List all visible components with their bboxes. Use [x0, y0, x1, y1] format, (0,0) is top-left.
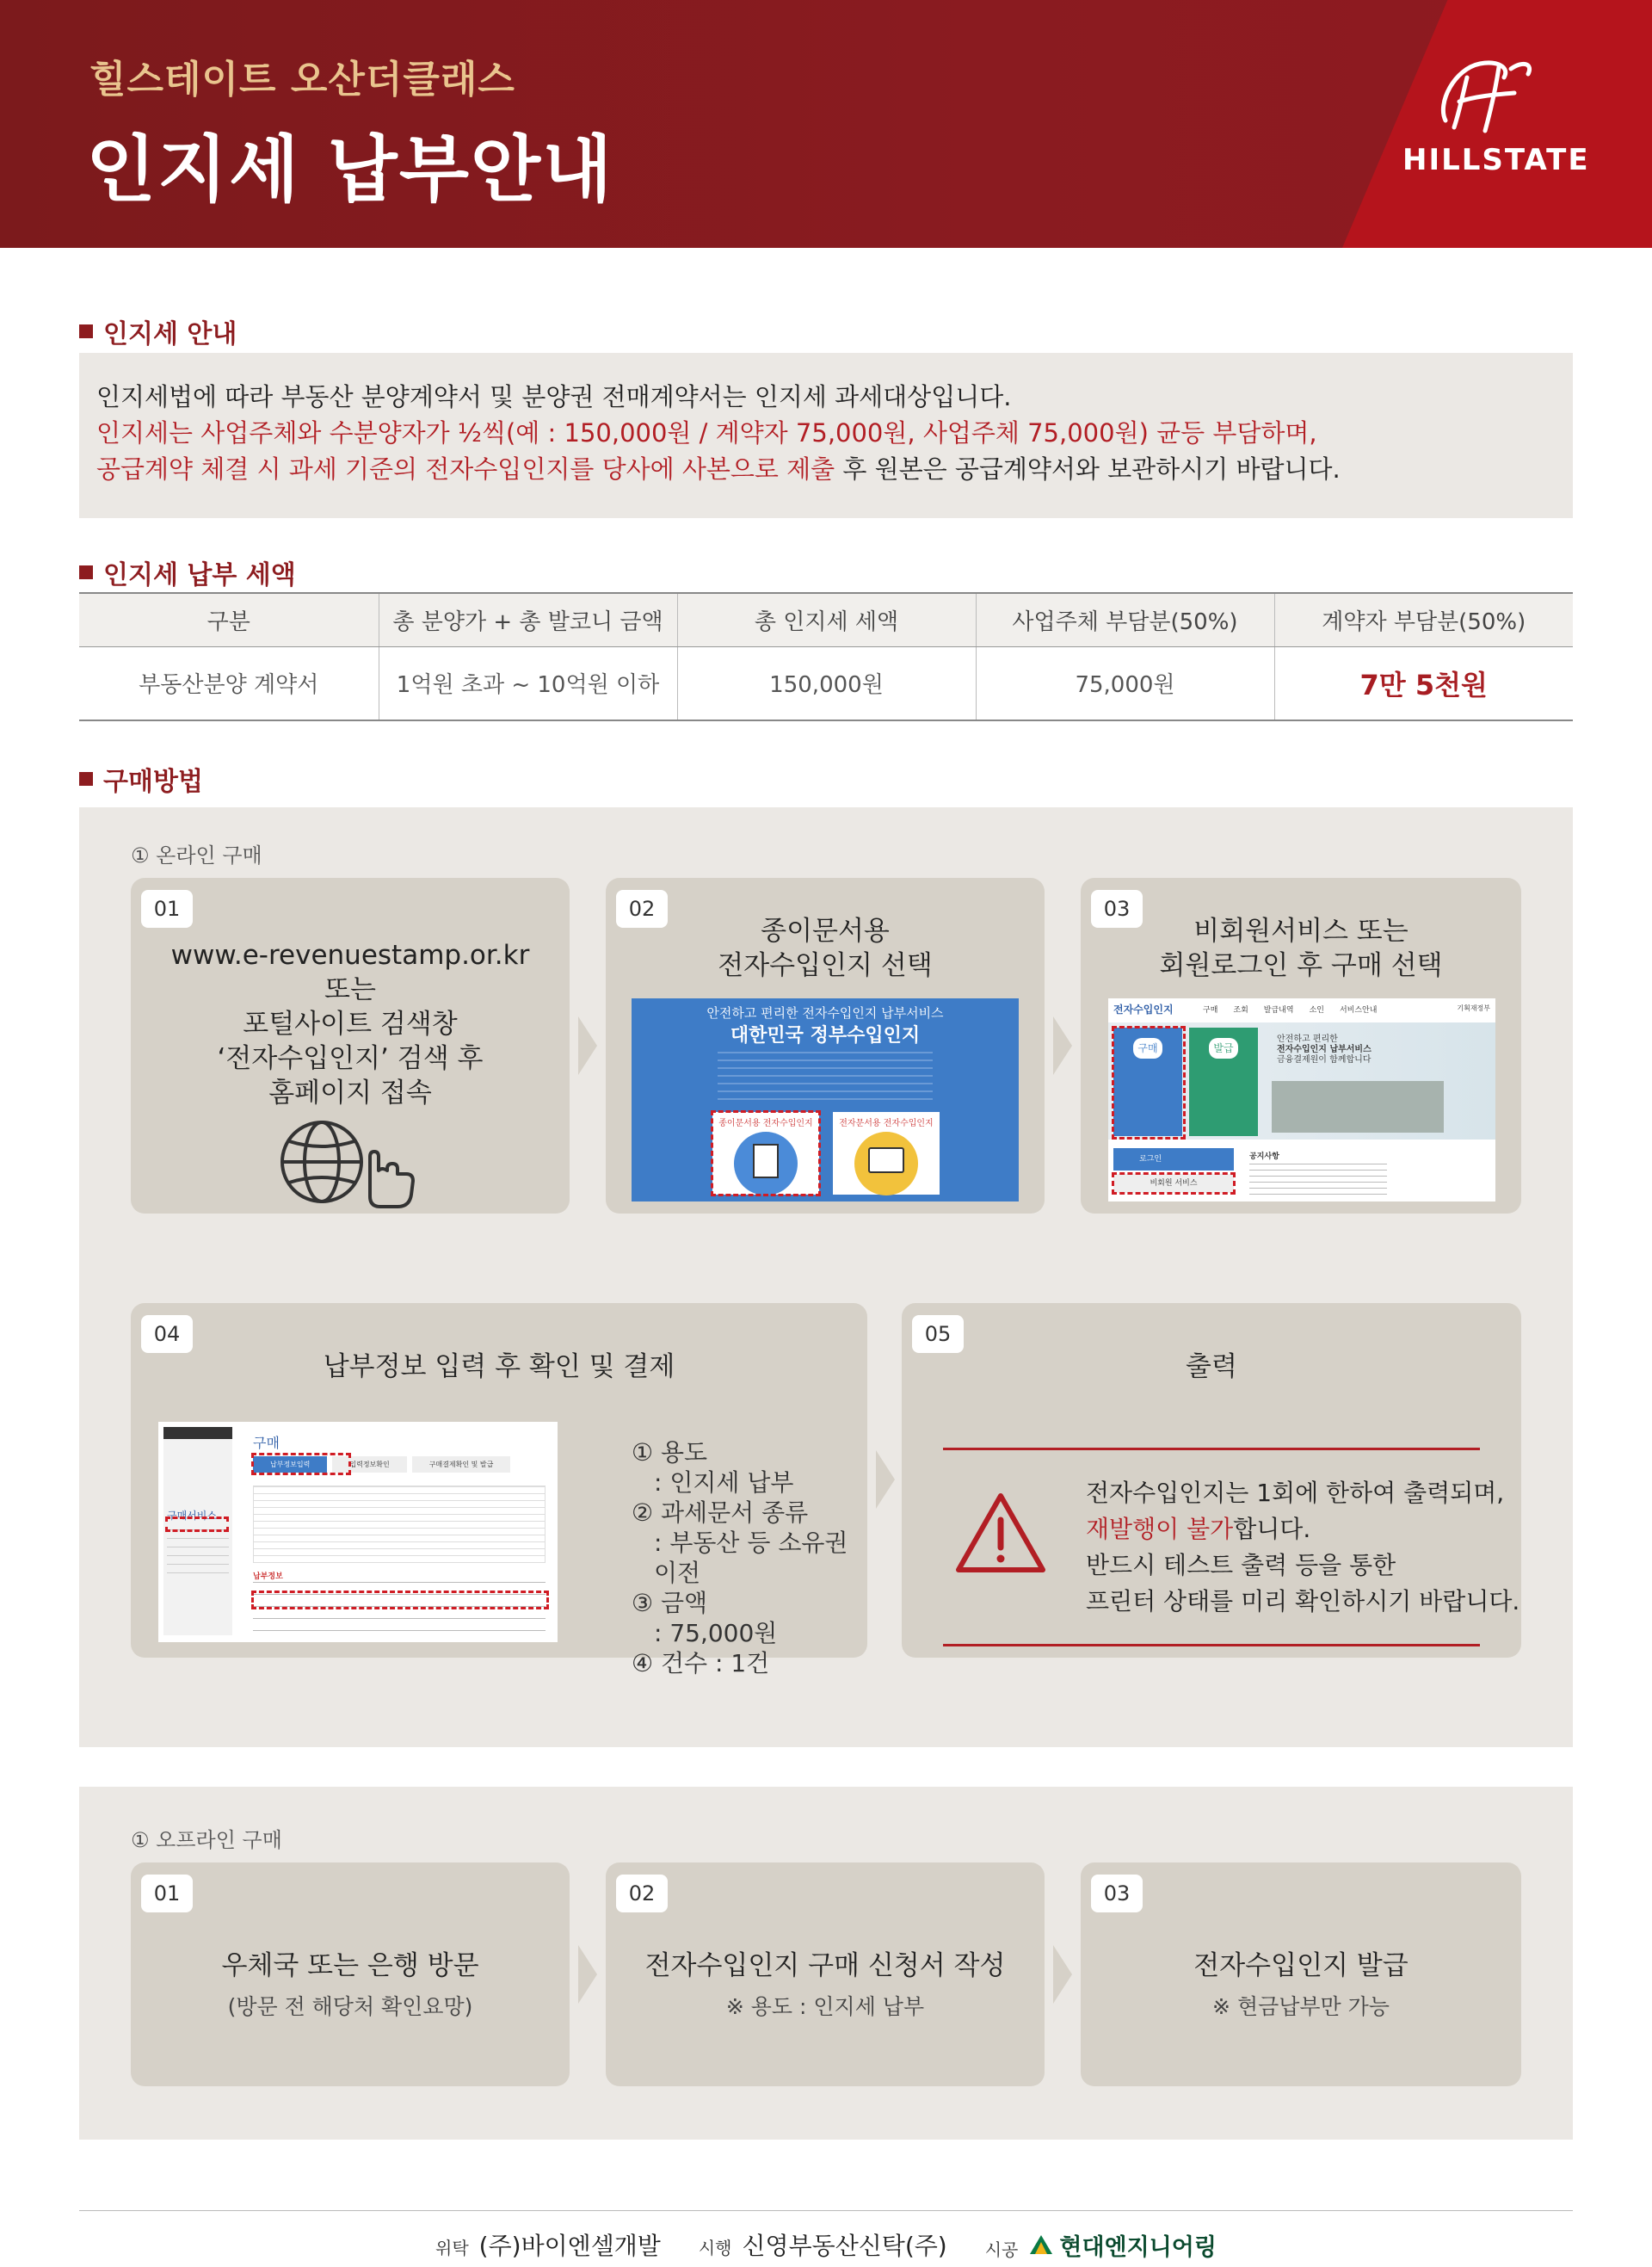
page-title: 인지세 납부안내 — [86, 127, 614, 212]
info-count: ④ 건수 : 1건 — [632, 1649, 770, 1677]
step-1-search: ‘전자수입인지’ 검색 후 — [217, 1043, 484, 1074]
shot-tagline-3: 금융결제원이 함께합니다 — [1277, 1055, 1372, 1065]
payment-form-screenshot — [158, 1422, 558, 1642]
step-3-line2: 회원로그인 후 구매 선택 — [1159, 950, 1443, 981]
step-1-or: 또는 — [324, 974, 376, 1005]
info-doc-type: ② 과세문서 종류 — [632, 1498, 809, 1527]
step-number: 02 — [616, 890, 668, 928]
highlight-box — [251, 1453, 351, 1475]
shot-step-2: 입력정보확인 — [332, 1456, 406, 1473]
table-cell-highlight: 7만 5천원 — [1274, 646, 1573, 720]
footer-label: 위탁 — [435, 2238, 469, 2258]
info-line-1: 인지세법에 따라 부동산 분양계약서 및 분양권 전매계약서는 인지세 과세대상입니다. — [96, 382, 1012, 411]
section-title-text: 인지세 안내 — [103, 319, 237, 349]
shot-menu — [1203, 1004, 1377, 1015]
step-number: 01 — [141, 1875, 193, 1912]
online-step-1-card — [131, 878, 570, 1214]
step-number: 03 — [1091, 890, 1143, 928]
step-1-url: www.e-revenuestamp.or.kr — [170, 940, 530, 971]
step-arrow-icon — [1053, 1945, 1072, 2004]
print-line-1: 전자수입인지는 1회에 한하여 출력되며, — [1086, 1479, 1505, 1507]
shot-tagline-2: 전자수입인지 납부서비스 — [1277, 1045, 1372, 1054]
shot-site-name: 전자수입인지 — [1113, 1004, 1174, 1016]
hyundai-engineering-logo — [1028, 2228, 1217, 2262]
page-header — [0, 0, 1652, 248]
section-title-stamp-tax-info — [79, 312, 237, 350]
electronic-stamp-option — [833, 1112, 940, 1195]
step-number: 04 — [141, 1315, 193, 1353]
offline-step-1-sub: (방문 전 해당처 확인요망) — [227, 1994, 473, 2019]
highlight-box — [251, 1591, 549, 1609]
step-4-title: 납부정보 입력 후 확인 및 결제 — [323, 1351, 675, 1382]
shot-text-lines — [718, 1052, 933, 1103]
shot-notice: 공지사항 — [1249, 1152, 1279, 1161]
tax-amount-table — [79, 592, 1573, 721]
shot-menu-item: 발급내역 — [1263, 1006, 1294, 1015]
offline-step-3-card — [1081, 1862, 1521, 2086]
shot-login-button: 로그인 — [1113, 1148, 1234, 1171]
info-line-2: 인지세는 사업주체와 수분양자가 ½씩(예 : 150,000원 / 계약자 75,000원, 사업주체 75,000원) 균등 부담하며, — [96, 418, 1317, 448]
step-1-text — [131, 938, 570, 1110]
print-line-3: 반드시 테스트 출력 등을 통한 — [1086, 1551, 1396, 1579]
monitor-icon — [854, 1132, 918, 1195]
table-cell: 75,000원 — [976, 646, 1274, 720]
info-purpose-value: : 인지세 납부 — [654, 1468, 794, 1497]
offline-step-3-title: 전자수입인지 발급 — [1193, 1950, 1409, 1981]
square-bullet-icon — [79, 772, 93, 786]
print-line-4: 프린터 상태를 미리 확인하시기 바랍니다. — [1086, 1587, 1520, 1615]
square-bullet-icon — [79, 324, 93, 338]
logo-brand-text: HILLSTATE — [1402, 143, 1590, 177]
payment-info-list — [632, 1437, 867, 1678]
offline-step-2-card — [606, 1862, 1045, 2086]
step-3-text — [1081, 914, 1521, 983]
shot-notice-list — [1249, 1164, 1387, 1196]
hillstate-logo — [1402, 52, 1590, 177]
shot-notice-box — [253, 1486, 546, 1563]
shot-menu-item: 소인 — [1309, 1006, 1324, 1015]
step-number: 03 — [1091, 1875, 1143, 1912]
square-bullet-icon — [79, 565, 93, 579]
step-2-line1: 종이문서용 — [761, 916, 890, 947]
footer-developer — [699, 2227, 947, 2262]
stamp-tax-info-box — [79, 353, 1573, 518]
offline-step-1-title: 우체국 또는 은행 방문 — [221, 1950, 479, 1981]
shot-ministry: 기획재정부 — [1457, 1004, 1490, 1012]
shot-buy-button: 구매 — [1133, 1038, 1162, 1059]
step-5-title: 출력 — [1186, 1351, 1237, 1382]
step-number: 02 — [616, 1875, 668, 1912]
offline-purchase-panel — [79, 1787, 1573, 2140]
step-arrow-icon — [578, 1945, 597, 2004]
table-cell: 1억원 초과 ~ 10억원 이하 — [379, 646, 677, 720]
step-1-portal: 포털사이트 검색창 — [243, 1009, 458, 1040]
online-purchase-panel — [79, 807, 1573, 1747]
print-notice — [1086, 1475, 1519, 1620]
shot-tagline — [1277, 1035, 1372, 1066]
shot-tagline-1: 안전하고 편리한 — [1277, 1035, 1338, 1044]
step-2-text — [606, 914, 1045, 983]
step-number: 05 — [912, 1315, 964, 1353]
table-header-row — [79, 593, 1573, 646]
shot-guest-button: 비회원 서비스 — [1113, 1174, 1234, 1193]
shot-laptop-image — [1272, 1081, 1444, 1133]
table-header: 총 인지세 세액 — [677, 593, 976, 646]
shot-step-1: 납부정보입력 — [253, 1456, 327, 1473]
step-arrow-icon — [578, 1016, 597, 1075]
offline-step-1-card — [131, 1862, 570, 2086]
footer-constructor — [985, 2228, 1217, 2262]
shot-section-title: 납부정보 — [253, 1572, 283, 1581]
info-amount-value: : 75,000원 — [654, 1619, 778, 1647]
step-2-line2: 전자수입인지 선택 — [718, 950, 933, 981]
shot-page-title: 구매 — [253, 1435, 280, 1451]
offline-step-2-title: 전자수입인지 구매 신청서 작성 — [644, 1950, 1006, 1981]
table-header: 총 분양가 + 총 발코니 금액 — [379, 593, 677, 646]
electronic-option-label: 전자문서용 전자수입인지 — [839, 1119, 934, 1128]
online-step-2-card — [606, 878, 1045, 1214]
table-cell: 부동산분양 계약서 — [79, 646, 379, 720]
footer-label: 시공 — [984, 2239, 1019, 2260]
hillstate-emblem-icon — [1428, 52, 1540, 138]
footer-trustor — [435, 2227, 661, 2262]
footer-value: (주)바이엔셀개발 — [478, 2232, 661, 2260]
shot-menu-item: 서비스안내 — [1339, 1006, 1378, 1015]
footer-label: 시행 — [698, 2238, 732, 2258]
shot-sidebar-title: 구매서비스 — [167, 1510, 217, 1522]
info-line-3 — [96, 451, 1556, 487]
shot-title: 대한민국 정부수입인지 — [730, 1025, 921, 1047]
info-purpose: ① 용도 — [632, 1438, 708, 1467]
online-step-5-card — [902, 1303, 1521, 1658]
highlight-box — [1112, 1026, 1186, 1140]
page-footer — [0, 2227, 1652, 2262]
info-amount: ③ 금액 — [632, 1589, 708, 1617]
info-line-3-highlight: 공급계약 체결 시 과세 기준의 전자수입인지를 당사에 사본으로 제출 — [96, 454, 835, 484]
step-arrow-icon — [876, 1450, 895, 1509]
footer-divider — [79, 2210, 1573, 2211]
section-title-text: 구매방법 — [103, 767, 203, 797]
paper-option-label: 종이문서용 전자수입인지 — [718, 1119, 813, 1128]
shot-issue-button: 발급 — [1209, 1038, 1238, 1059]
highlight-box — [1112, 1172, 1236, 1195]
print-line-2-rest: 합니다. — [1233, 1515, 1311, 1543]
table-header: 사업주체 부담분(50%) — [976, 593, 1274, 646]
offline-purchase-label: ① 오프라인 구매 — [131, 1828, 282, 1852]
shot-menu-item: 조회 — [1233, 1006, 1248, 1015]
step-number: 01 — [141, 890, 193, 928]
shot-step-3: 구매결제확인 및 발급 — [412, 1456, 511, 1473]
section-title-tax-amount — [79, 553, 296, 591]
online-step-3-card — [1081, 878, 1521, 1214]
table-header: 구분 — [79, 593, 379, 646]
online-purchase-label: ① 온라인 구매 — [131, 843, 262, 868]
table-header: 계약자 부담분(50%) — [1274, 593, 1573, 646]
highlight-box — [165, 1516, 229, 1532]
section-title-text: 인지세 납부 세액 — [103, 560, 296, 590]
table-cell: 150,000원 — [677, 646, 976, 720]
step-arrow-icon — [1053, 1016, 1072, 1075]
step-3-line1: 비회원서비스 또는 — [1193, 916, 1409, 947]
offline-step-2-sub: ※ 용도 : 인지세 납부 — [725, 1994, 925, 2019]
header-subtitle: 힐스테이트 오산더클래스 — [89, 58, 515, 102]
print-line-2 — [1086, 1511, 1519, 1547]
offline-step-3-sub: ※ 현금납부만 가능 — [1212, 1994, 1390, 2019]
section-title-purchase-method — [79, 760, 203, 798]
globe-click-icon — [268, 1117, 423, 1212]
footer-value: 현대엔지니어링 — [1059, 2233, 1217, 2261]
warning-icon — [953, 1491, 1048, 1577]
highlight-box — [711, 1110, 821, 1196]
footer-value: 신영부동산신탁(주) — [742, 2232, 947, 2260]
online-step-4-card — [131, 1303, 867, 1677]
divider — [943, 1448, 1480, 1450]
shot-subtitle: 안전하고 편리한 전자수입인지 납부서비스 — [706, 1005, 944, 1021]
shot-menu-item: 구매 — [1203, 1006, 1218, 1015]
hyundai-triangle-icon — [1028, 2233, 1054, 2256]
print-line-2-highlight: 재발행이 불가 — [1086, 1515, 1234, 1543]
info-line-3-rest: 후 원본은 공급계약서와 보관하시기 바랍니다. — [835, 454, 1341, 484]
table-row — [79, 646, 1573, 720]
stamp-site-home-screenshot — [1108, 998, 1495, 1201]
info-doc-type-value: : 부동산 등 소유권 이전 — [654, 1529, 848, 1587]
stamp-site-screenshot — [632, 998, 1019, 1201]
shot-issue-tile — [1189, 1028, 1258, 1136]
step-1-visit: 홈페이지 접속 — [268, 1078, 432, 1109]
divider — [943, 1644, 1480, 1646]
